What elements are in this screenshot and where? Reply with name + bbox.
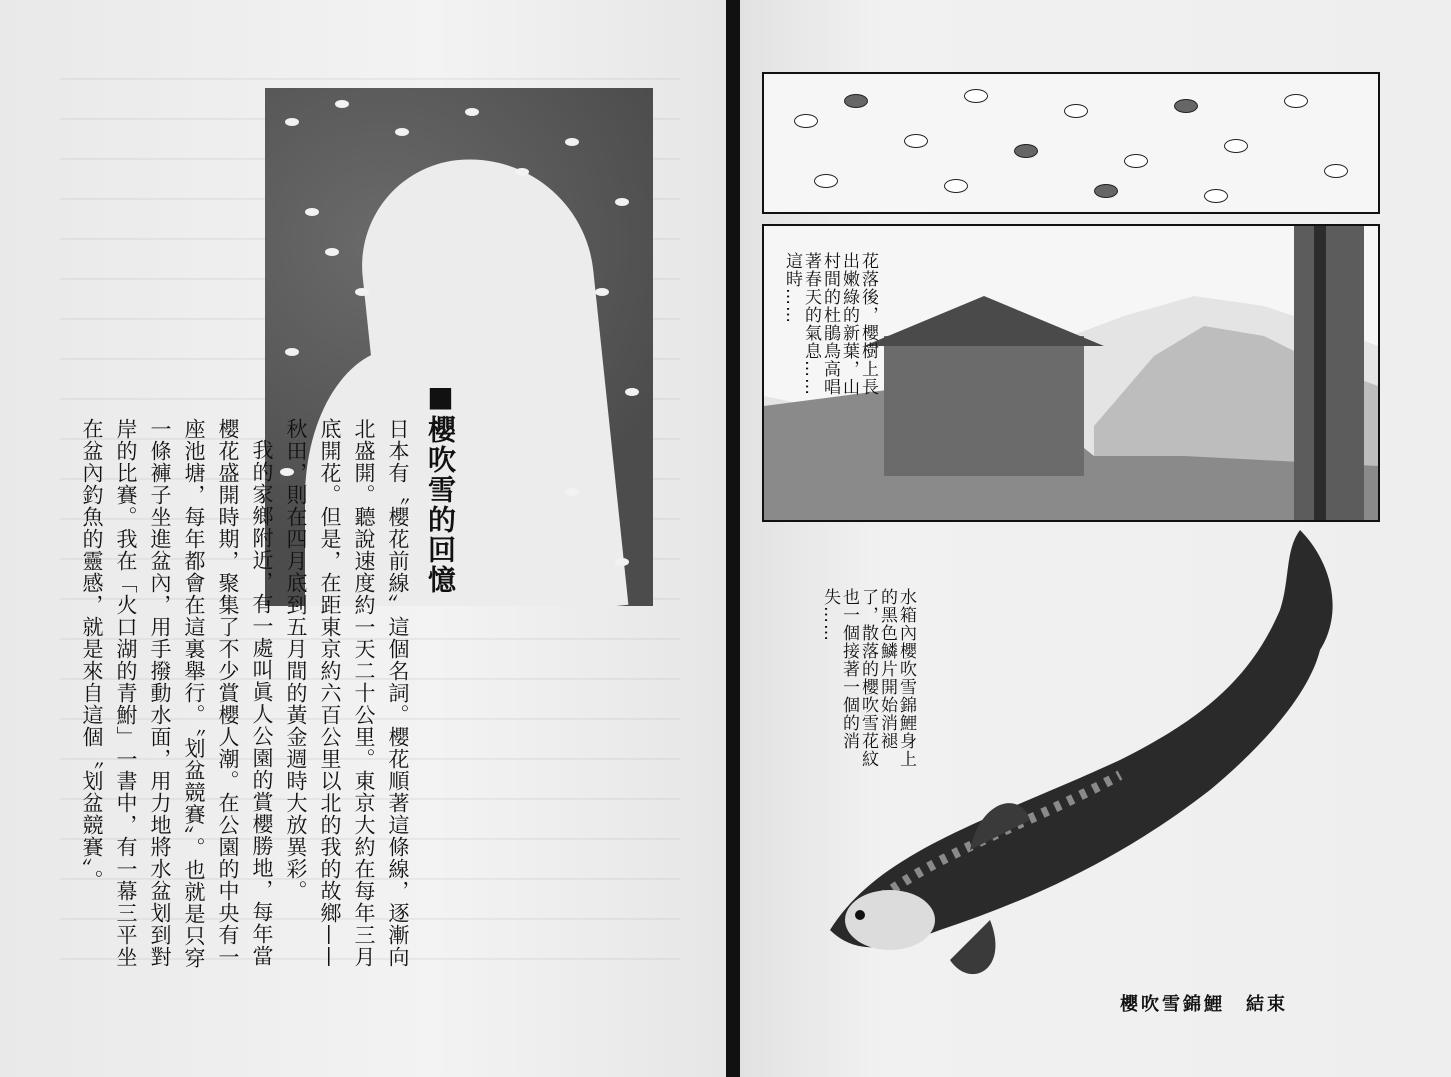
fish-caption: 水箱內櫻吹雪錦鯉身上的黑色鱗片開始消褪了，散落的櫻吹雪花紋也一個接著一個的消失…… xyxy=(820,588,916,768)
essay-paragraph-2: 我的家鄉附近，有一處叫眞人公園的賞櫻勝地，每年當櫻花盛開時期，聚集了不少賞櫻人潮。在公園的中央有一座池塘，每年都會在這裏舉行。〝划盆競賽〞。也就是只穿一條褲子坐進盆內，用手撥動水面，用力地將水盆划到對岸的比賽。我在「火口湖的青鮒」一書中，有一幕三平坐在盆內釣魚的靈感，就是來自這個〝划盆競賽〞。 xyxy=(80,418,274,969)
scene-caption: 花落後，櫻樹上長出嫩綠的新葉，山村間的杜鵑鳥高唱著春天的氣息……這時…… xyxy=(782,252,878,396)
essay-body xyxy=(75,418,415,978)
essay-paragraph-1: 日本有〝櫻花前線〞這個名詞。櫻花順著這條線，逐漸向北盛開。聽說速度約一天二十公里。東京大約在每年三月底開花。但是，在距東京約六百公里以北的我的故鄉——秋田，則在四月底到五月間的黃金週時大放異彩。 xyxy=(284,418,410,968)
story-end-label: 櫻吹雪錦鯉 結束 xyxy=(1120,994,1288,1015)
falling-petals-panel xyxy=(762,72,1380,214)
essay-title: ■櫻吹雪的回憶 xyxy=(424,380,457,595)
book-gutter xyxy=(726,0,740,1077)
